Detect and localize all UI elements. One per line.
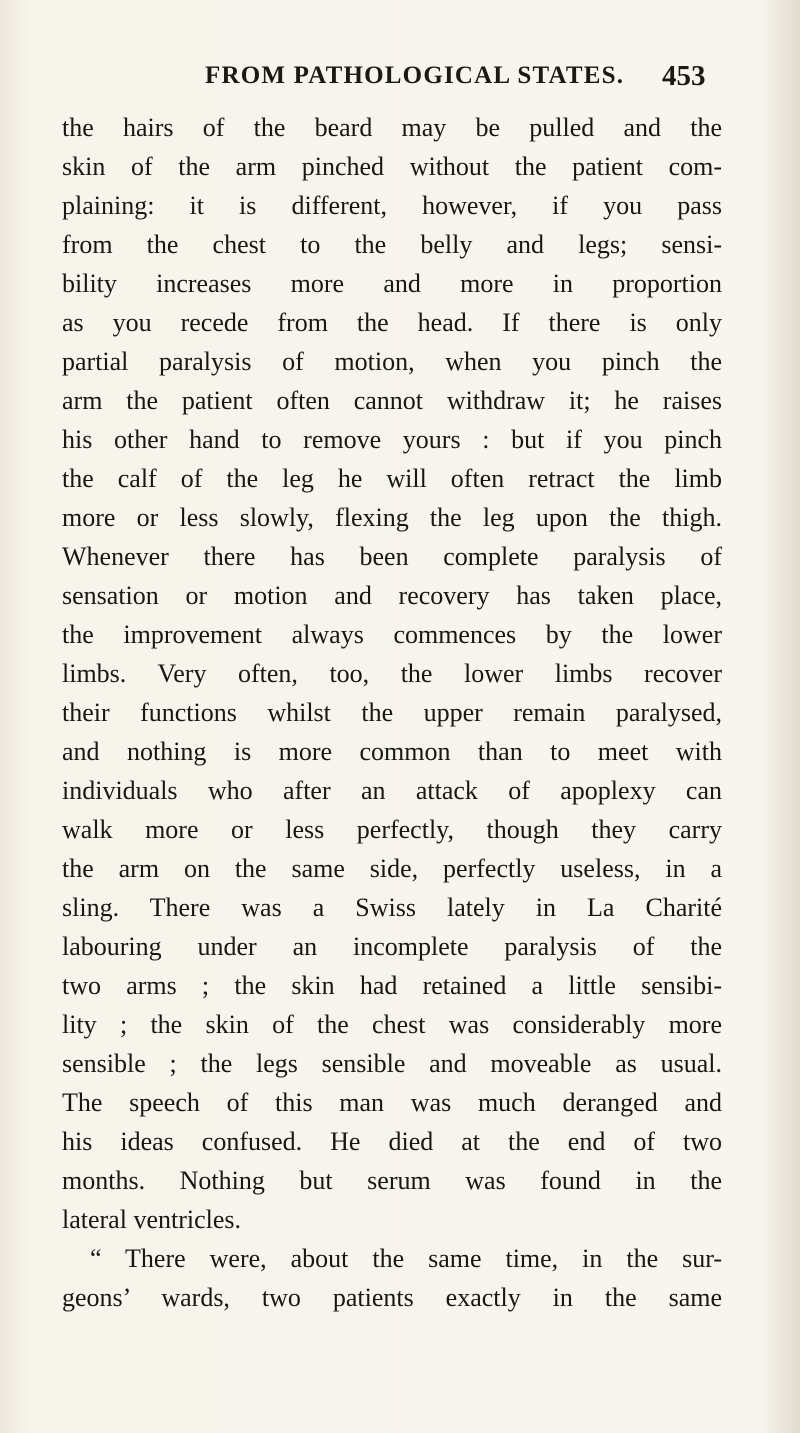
text-line: his ideas confused. He died at the end of two	[62, 1127, 722, 1156]
text-line: the arm on the same side, perfectly useless, in a	[62, 854, 722, 883]
text-line: their functions whilst the upper remain paralysed,	[62, 698, 722, 727]
text-line: sling. There was a Swiss lately in La Charité	[62, 893, 722, 922]
text-line: the calf of the leg he will often retract the limb	[62, 464, 722, 493]
page-edge-shadow	[760, 0, 800, 1433]
text-line: walk more or less perfectly, though they carry	[62, 815, 722, 844]
text-line: “ There were, about the same time, in the sur-	[90, 1244, 722, 1273]
text-line: sensible ; the legs sensible and moveable as usual.	[62, 1049, 722, 1078]
text-line: from the chest to the belly and legs; sensi-	[62, 230, 722, 259]
text-line: two arms ; the skin had retained a little sensibi-	[62, 971, 722, 1000]
text-line: The speech of this man was much deranged and	[62, 1088, 722, 1117]
text-line: lateral ventricles.	[62, 1205, 242, 1234]
text-line: plaining: it is different, however, if you pass	[62, 191, 722, 220]
text-line: months. Nothing but serum was found in the	[62, 1166, 722, 1195]
text-line: geons’ wards, two patients exactly in the same	[62, 1283, 722, 1312]
text-line: Whenever there has been complete paralysis of	[62, 542, 722, 571]
body-text	[62, 108, 722, 1317]
text-line: bility increases more and more in proportion	[62, 269, 722, 298]
text-line: lity ; the skin of the chest was considerably more	[62, 1010, 722, 1039]
text-line: labouring under an incomplete paralysis of the	[62, 932, 722, 961]
text-line: more or less slowly, flexing the leg upon the thigh.	[62, 503, 722, 532]
page-header	[0, 62, 800, 102]
text-line: as you recede from the head. If there is only	[62, 308, 722, 337]
text-line: his other hand to remove yours : but if you pinch	[62, 425, 722, 454]
text-line: and nothing is more common than to meet with	[62, 737, 722, 766]
page-number: 453	[662, 60, 706, 92]
text-line: sensation or motion and recovery has taken place,	[62, 581, 722, 610]
text-line: partial paralysis of motion, when you pinch the	[62, 347, 722, 376]
text-line: the hairs of the beard may be pulled and the	[62, 113, 722, 142]
text-line: the improvement always commences by the lower	[62, 620, 722, 649]
text-line: limbs. Very often, too, the lower limbs recover	[62, 659, 722, 688]
text-line: individuals who after an attack of apoplexy can	[62, 776, 722, 805]
text-line: skin of the arm pinched without the patient com-	[62, 152, 722, 181]
text-line: arm the patient often cannot withdraw it; he raises	[62, 386, 722, 415]
running-head: FROM PATHOLOGICAL STATES.	[205, 62, 625, 89]
